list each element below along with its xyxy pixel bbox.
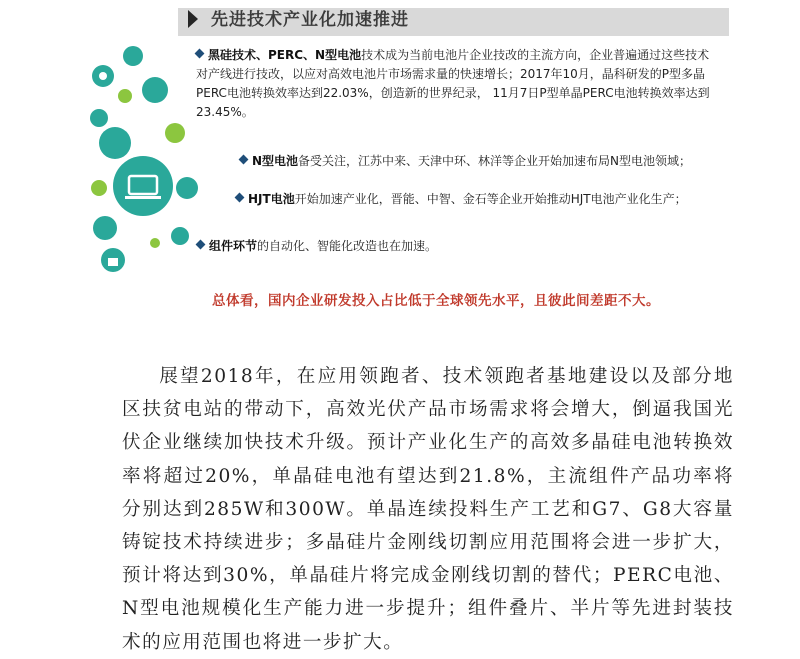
bullet-text: 备受关注，江苏中来、天津中环、林洋等企业开始加速布局N型电池领域； [298, 154, 692, 168]
bullet-lead: N型电池 [252, 154, 299, 168]
bullet-item-1 [196, 46, 716, 122]
diamond-bullet-icon [196, 240, 206, 250]
section-title: 先进技术产业化加速推进 [211, 10, 409, 30]
diamond-bullet-icon [195, 49, 205, 59]
bullet-item-2 [240, 152, 740, 171]
technology-gears-infographic [85, 38, 203, 274]
bullet-lead: 组件环节 [209, 239, 258, 253]
gear-icon [90, 109, 108, 127]
diamond-bullet-icon [239, 155, 249, 165]
phone-icon [142, 77, 168, 103]
laptop-icon [113, 156, 173, 216]
diamond-bullet-icon [235, 193, 245, 203]
gear-icon [123, 46, 143, 66]
gear-icon [150, 238, 160, 248]
bullet-text: 的自动化、智能化改造也在加速。 [257, 239, 438, 253]
cloud-icon [99, 127, 131, 159]
gear-icon [91, 180, 107, 196]
bullet-lead: HJT电池 [248, 192, 295, 206]
gear-icon [171, 227, 189, 245]
lock-icon [101, 248, 125, 272]
bullet-item-3 [236, 190, 736, 209]
bullet-item-4 [197, 237, 697, 256]
bullet-text: 技术成为当前电池片企业技改的主流方向，企业普遍通过这些技术对产线进行技改，以应对高效电池片市场需求量的快速增长；2017年10月，晶科研发的P型多晶PERC电池转换效率达到22.03%，创造新的世界纪录， 11月7日P型单晶PERC电池转换效率达到23.45%。 [196, 48, 710, 119]
gear-icon [118, 89, 132, 103]
globe-icon [165, 123, 185, 143]
bullet-lead: 黑硅技术、PERC、N型电池 [208, 48, 362, 62]
summary-statement: 总体看，国内企业研发投入占比低于全球领先水平，且彼此间差距不大。 [212, 293, 660, 309]
bullet-text: 开始加速产业化，晋能、中智、金石等企业开始推动HJT电池产业化生产； [294, 192, 687, 206]
gear-icon [92, 65, 114, 87]
gear-icon [93, 216, 117, 240]
body-paragraph: 展望2018年，在应用领跑者、技术领跑者基地建设以及部分地区扶贫电站的带动下，高效光伏产品市场需求将会增大，倒逼我国光伏企业继续加快技术升级。预计产业化生产的高效多晶硅电池转换效率将超过20%，单晶硅电池有望达到21.8%，主流组件产品功率将分别达到285W和300W。单晶连续投料生产工艺和G7、G8大容量铸锭技术持续进步；多晶硅片金刚线切割应用范围将会进一步扩大，预计将达到30%，单晶硅片将完成金刚线切割的替代；PERC电池、N型电池规模化生产能力进一步提升；组件叠片、半片等先进封装技术的应用范围也将进一步扩大。 [122, 366, 734, 653]
header-arrow-icon [188, 10, 198, 28]
gear-icon [176, 177, 198, 199]
